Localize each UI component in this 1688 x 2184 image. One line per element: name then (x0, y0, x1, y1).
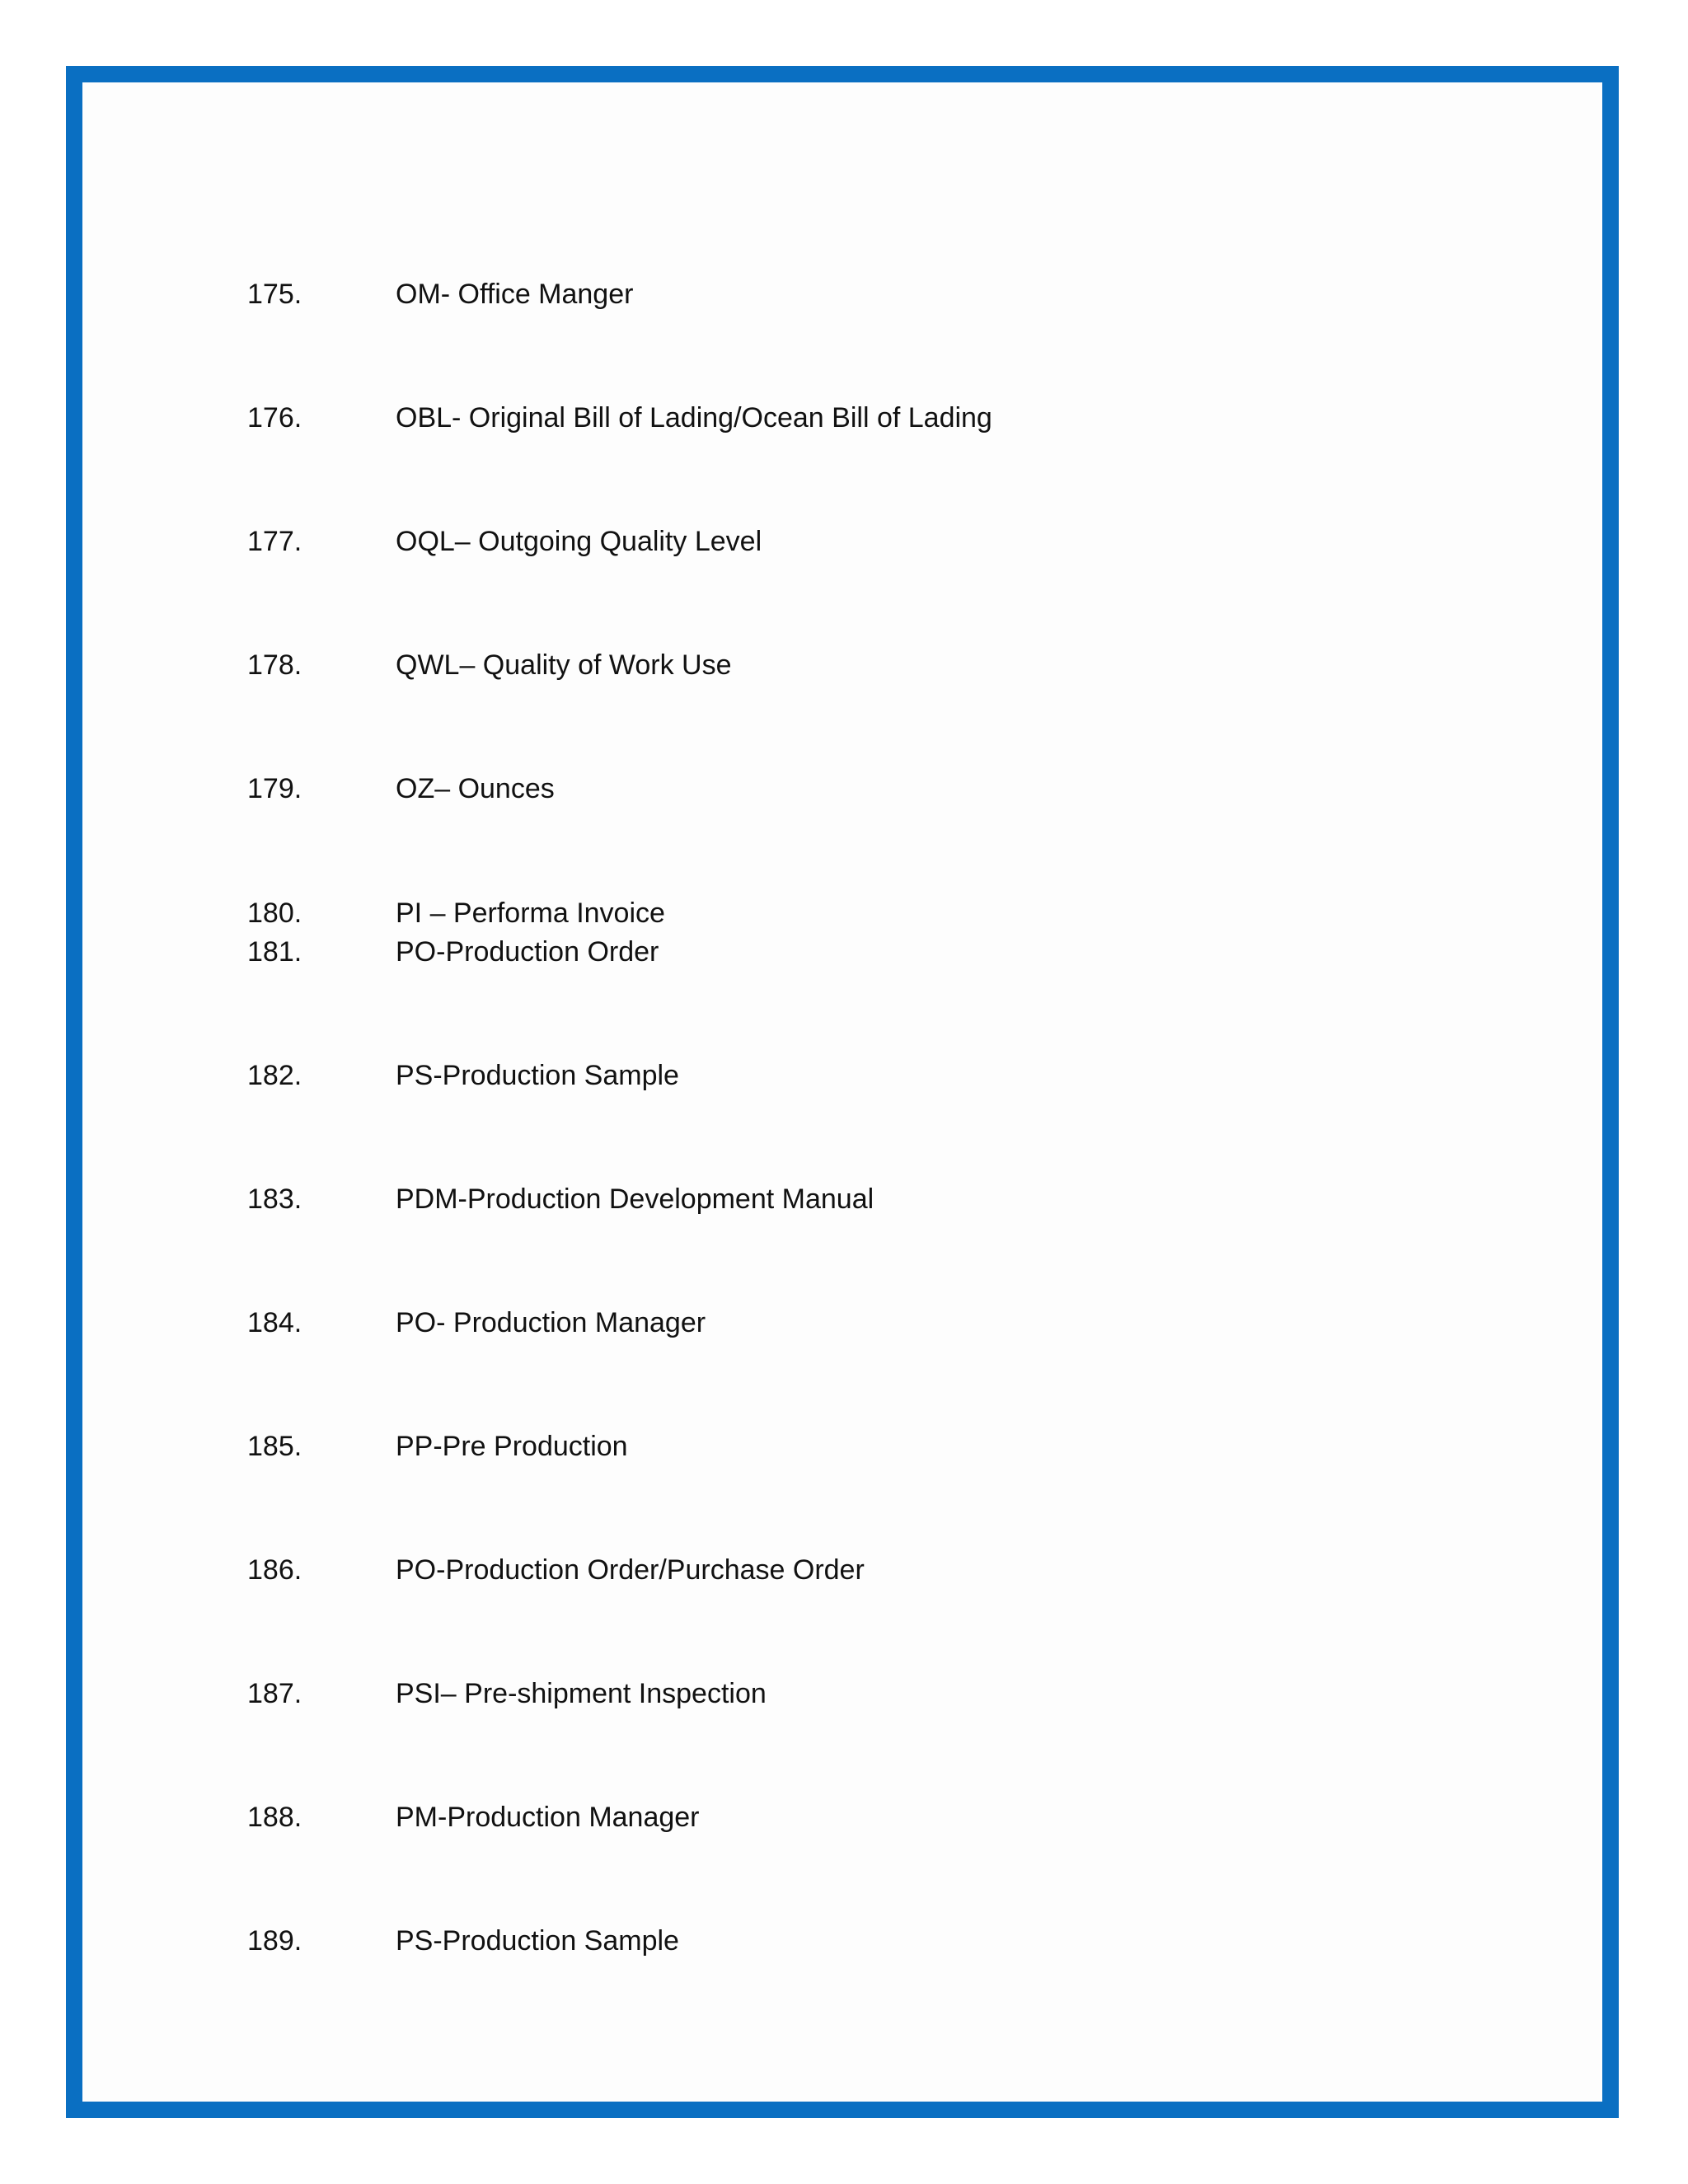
item-text: PDM-Production Development Manual (396, 1183, 874, 1215)
item-number: 186. (247, 1554, 302, 1586)
item-number: 188. (247, 1802, 302, 1833)
item-number: 184. (247, 1307, 302, 1338)
item-number: 185. (247, 1431, 302, 1462)
item-text: OM- Office Manger (396, 279, 634, 310)
item-text: OBL- Original Bill of Lading/Ocean Bill of Lading (396, 402, 992, 434)
item-number: 178. (247, 649, 302, 681)
item-text: PO-Production Order/Purchase Order (396, 1554, 865, 1586)
list-item (82, 1303, 1602, 1343)
list-item (82, 274, 1602, 314)
list-item (82, 1427, 1602, 1466)
item-number: 177. (247, 526, 302, 557)
item-text: PI – Performa Invoice (396, 898, 665, 929)
item-text: PO- Production Manager (396, 1307, 706, 1338)
list-item (82, 522, 1602, 561)
item-text: PS-Production Sample (396, 1925, 679, 1957)
item-text: PM-Production Manager (396, 1802, 700, 1833)
item-text: QWL– Quality of Work Use (396, 649, 732, 681)
item-text: PP-Pre Production (396, 1431, 628, 1462)
item-number: 181. (247, 936, 302, 968)
item-text: PSI– Pre-shipment Inspection (396, 1678, 767, 1709)
list-item (82, 1550, 1602, 1590)
item-number: 182. (247, 1060, 302, 1091)
item-number: 187. (247, 1678, 302, 1709)
list-item (82, 1056, 1602, 1095)
list-item (82, 1179, 1602, 1219)
item-number: 179. (247, 773, 302, 804)
item-number: 180. (247, 898, 302, 929)
list-item (82, 398, 1602, 438)
list-item (82, 1674, 1602, 1713)
list-item (82, 1921, 1602, 1961)
item-text: PO-Production Order (396, 936, 659, 968)
item-text: PS-Production Sample (396, 1060, 679, 1091)
item-number: 176. (247, 402, 302, 434)
item-text: OZ– Ounces (396, 773, 555, 804)
list-item (82, 769, 1602, 808)
page-border-frame (66, 66, 1619, 2118)
item-number: 175. (247, 279, 302, 310)
list-item (82, 893, 1602, 933)
list-item (82, 1797, 1602, 1837)
item-number: 189. (247, 1925, 302, 1957)
item-number: 183. (247, 1183, 302, 1215)
list-item (82, 645, 1602, 685)
list-item (82, 932, 1602, 972)
item-text: OQL– Outgoing Quality Level (396, 526, 762, 557)
